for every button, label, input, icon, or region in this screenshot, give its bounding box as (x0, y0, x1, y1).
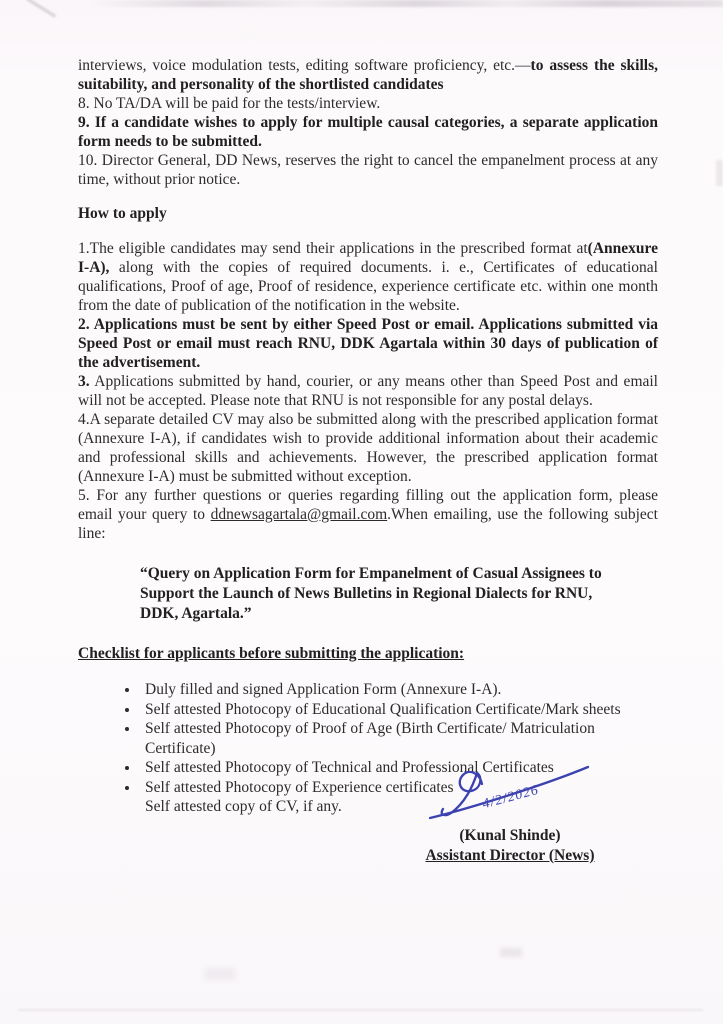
checklist-item: • Self attested Photocopy of Educational Qualification Certificate/Mark sheets (140, 700, 658, 720)
apply-step-1 (78, 239, 658, 315)
step1-annexure-bold: (Annexure I-A), (78, 240, 658, 276)
apply-step-4: 4.A separate detailed CV may also be submitted along with the prescribed application format (Annexure I-A), if candidates wish to provide additional information about their academic and professional skills and achievements. However, the prescribed application format (Annexure I-A) must be submitted without exception. (78, 411, 658, 485)
step5-text-cont: .When emailing, use the following subject line: (78, 506, 658, 542)
scan-artifact-smudge (205, 968, 235, 980)
email-address: ddnewsagartala@gmail.com (210, 506, 388, 523)
scan-artifact-right-edge (716, 160, 723, 186)
numbered-item-8: 8. No TA/DA will be paid for the tests/interview. (78, 95, 381, 112)
continuation-bold-text: to assess the skills, suitability, and personality of the shortlisted candidates (78, 57, 658, 93)
how-to-apply-heading: How to apply (78, 205, 167, 222)
apply-step-2: 2. Applications must be sent by either Speed Post or email. Applications submitted via Speed Post or email must reach RNU, DDK Agartala within 30 days of publication of the advertisement. (78, 316, 658, 371)
signatory-title: Assistant Director (News) (425, 847, 595, 864)
signatory-name: (Kunal Shinde) (459, 827, 561, 844)
scan-artifact-corner-line (26, 0, 56, 18)
step3-number: 3. (78, 373, 90, 390)
signature-block (390, 760, 630, 866)
checklist-extra-item: Self attested copy of CV, if any. (145, 798, 342, 815)
step1-text: 1.The eligible candidates may send their applications in the prescribed format at (78, 240, 588, 257)
checklist-item: • Self attested Photocopy of Proof of Age (Birth Certificate/ Matriculation Certificate) (140, 719, 658, 758)
apply-step-3 (78, 372, 658, 410)
handwritten-date: 4/2/2026 (480, 782, 541, 813)
numbered-item-10: 10. Director General, DD News, reserves the right to cancel the empanelment process at any time, without prior notice. (78, 152, 658, 188)
document-body (78, 56, 658, 817)
email-subject-quote: “Query on Application Form for Empanelment of Casual Assignees to Support the Launch of News Bulletins in Regional Dialects for RNU, DDK, Agartala.” (140, 565, 602, 622)
apply-step-5 (78, 486, 658, 543)
step3-text: Applications submitted by hand, courier, or any means other than Speed Post and email will not be accepted. Please note that RNU is not responsible for any postal delays. (78, 373, 658, 409)
scan-artifact-top-band (90, 0, 723, 7)
scan-artifact-smudge (500, 948, 522, 957)
checklist-heading: Checklist for applicants before submitting the application: (78, 645, 465, 662)
checklist-item: • Duly filled and signed Application Form (Annexure I-A). (140, 680, 658, 700)
checklist-item: • Self attested Photocopy of Technical and Professional Certificates (140, 758, 658, 778)
numbered-item-9: 9. If a candidate wishes to apply for multiple causal categories, a separate application form needs to be submitted. (78, 114, 658, 150)
step1-text-cont: along with the copies of required documents. i. e., Certificates of educational qualifications, Proof of age, Proof of residence, experience certificate etc. within one month from the date of publication of the notification in the website. (78, 259, 658, 314)
scan-artifact-bottom-line (18, 1009, 703, 1011)
step5-text: 5. For any further questions or queries regarding filling out the application form, please email your query to (78, 487, 658, 523)
signature-art (420, 760, 600, 824)
continuation-text: interviews, voice modulation tests, editing software proficiency, etc.— (78, 57, 531, 74)
paragraph-continuation (78, 56, 658, 94)
checklist-item: • Self attested Photocopy of Experience certificates (140, 778, 658, 798)
